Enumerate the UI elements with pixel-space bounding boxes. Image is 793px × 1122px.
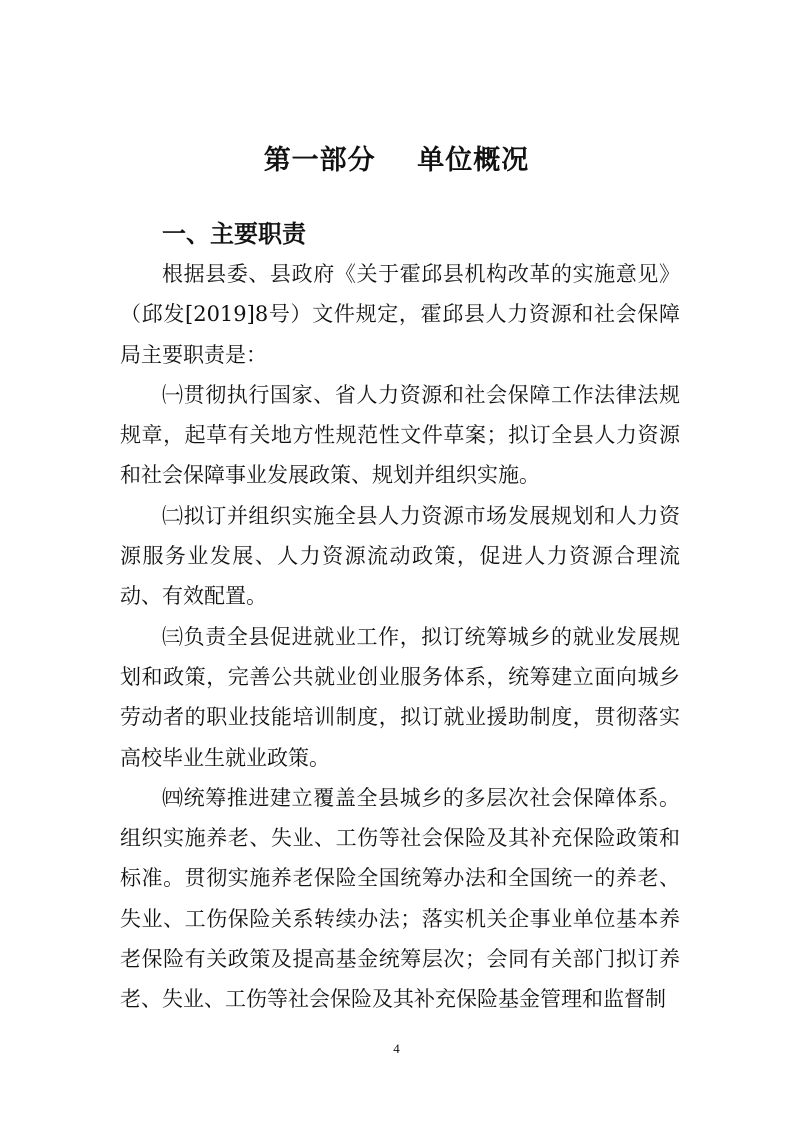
part-title: 第一部分 单位概况 bbox=[263, 145, 530, 176]
section-heading: 一、主要职责 bbox=[162, 220, 306, 248]
paragraph-intro: 根据县委、县政府《关于霍邱县机构改革的实施意见》（邱发[2019]8号）文件规定，霍邱县人力资源和社会保障局主要职责是： bbox=[120, 262, 680, 367]
page-number: 4 bbox=[393, 1041, 400, 1056]
body-text bbox=[120, 254, 680, 1020]
paragraph-duty-3: ㈢负责全县促进就业工作，拟订统筹城乡的就业发展规划和政策，完善公共就业创业服务体系，统筹建立面向城乡劳动者的职业技能培训制度，拟订就业援助制度，贯彻落实高校毕业生就业政策。 bbox=[120, 624, 680, 770]
paragraph-duty-1: ㈠贯彻执行国家、省人力资源和社会保障工作法律法规规章，起草有关地方性规范性文件草案；拟订全县人力资源和社会保障事业发展政策、规划并组织实施。 bbox=[120, 382, 680, 488]
paragraph-duty-4: ㈣统筹推进建立覆盖全县城乡的多层次社会保障体系。组织实施养老、失业、工伤等社会保险及其补充保险政策和标准。贯彻实施养老保险全国统筹办法和全国统一的养老、失业、工伤保险关系转续办法；落实机关企事业单位基本养老保险有关政策及提高基金统筹层次；会同有关部门拟订养老、失业、工伤等社会保险及其补充保险基金管理和监督制 bbox=[120, 785, 680, 1012]
paragraph-duty-2: ㈡拟订并组织实施全县人力资源市场发展规划和人力资源服务业发展、人力资源流动政策，促进人力资源合理流动、有效配置。 bbox=[120, 503, 680, 609]
